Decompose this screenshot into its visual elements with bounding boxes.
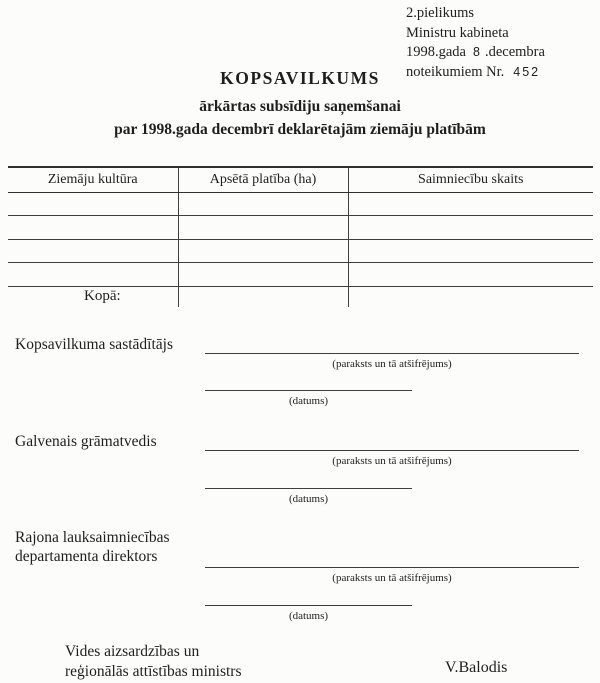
minister-title-line2: reģionālās attīstības ministrs [65,663,242,680]
empty-cell [178,239,348,263]
empty-cell [8,239,178,263]
signature-caption: (paraksts un tā atšifrējums) [332,358,452,370]
empty-cell [348,192,593,216]
table-row [8,192,593,216]
date-line [205,605,412,606]
empty-cell [348,239,593,263]
total-farms-cell [348,286,593,307]
signature-label-director-line1: Rajona lauksaimniecības [15,529,170,546]
summary-table [8,166,593,307]
total-area-cell [178,286,348,307]
signature-label-director-line2: departamenta direktors [15,547,158,565]
table-row [8,263,593,287]
signature-caption: (paraksts un tā atšifrējums) [332,572,452,584]
date-line [406,43,545,63]
date-line [205,390,412,391]
page-subtitle-1: ārkārtas subsīdiju saņemšanai [199,98,401,115]
empty-cell [178,263,348,287]
date-caption: (datums) [288,493,329,505]
table-header-row [8,167,593,192]
table-total-row [8,286,593,307]
signature-line [205,567,579,568]
minister-title-line1: Vides aizsardzības un [65,643,200,660]
date-suffix: .decembra [484,44,545,60]
table-row [8,216,593,240]
title-block [0,68,600,139]
page-subtitle-2: par 1998.gada decembrī deklarētajām ziemāju platībām [114,121,486,138]
total-label: Kopā: [84,288,121,305]
cabinet-line: Ministru kabineta [406,24,509,41]
date-caption: (datums) [288,395,329,407]
signature-label-accountant: Galvenais grāmatvedis [15,433,157,450]
minister-name: V.Balodis [445,659,508,676]
date-line [205,488,412,489]
empty-cell [8,216,178,240]
empty-cell [348,216,593,240]
empty-cell [178,216,348,240]
date-day-filled: 8 [473,45,482,59]
column-header-farms: Saimniecību skaits [348,167,593,192]
regulation-prefix: noteikumiem Nr. [406,63,505,80]
signature-line [205,450,579,451]
signature-line [205,353,579,354]
date-prefix: 1998.gada [406,44,466,60]
empty-cell [8,263,178,287]
page-title: KOPSAVILKUMS [220,68,380,88]
column-header-crop: Ziemāju kultūra [8,167,178,192]
empty-cell [8,192,178,216]
signature-caption: (paraksts un tā atšifrējums) [332,455,452,467]
signature-label-compiler: Kopsavilkuma sastādītājs [15,336,173,353]
table-row [8,239,593,263]
signature-label-director [15,529,210,566]
appendix-line: 2.pielikums [406,5,475,21]
minister-title [65,642,295,682]
empty-cell [348,263,593,287]
date-caption: (datums) [288,610,329,622]
empty-cell [178,192,348,216]
column-header-area: Apsētā platība (ha) [178,167,348,192]
regulation-number-filled: 452 [513,64,541,79]
